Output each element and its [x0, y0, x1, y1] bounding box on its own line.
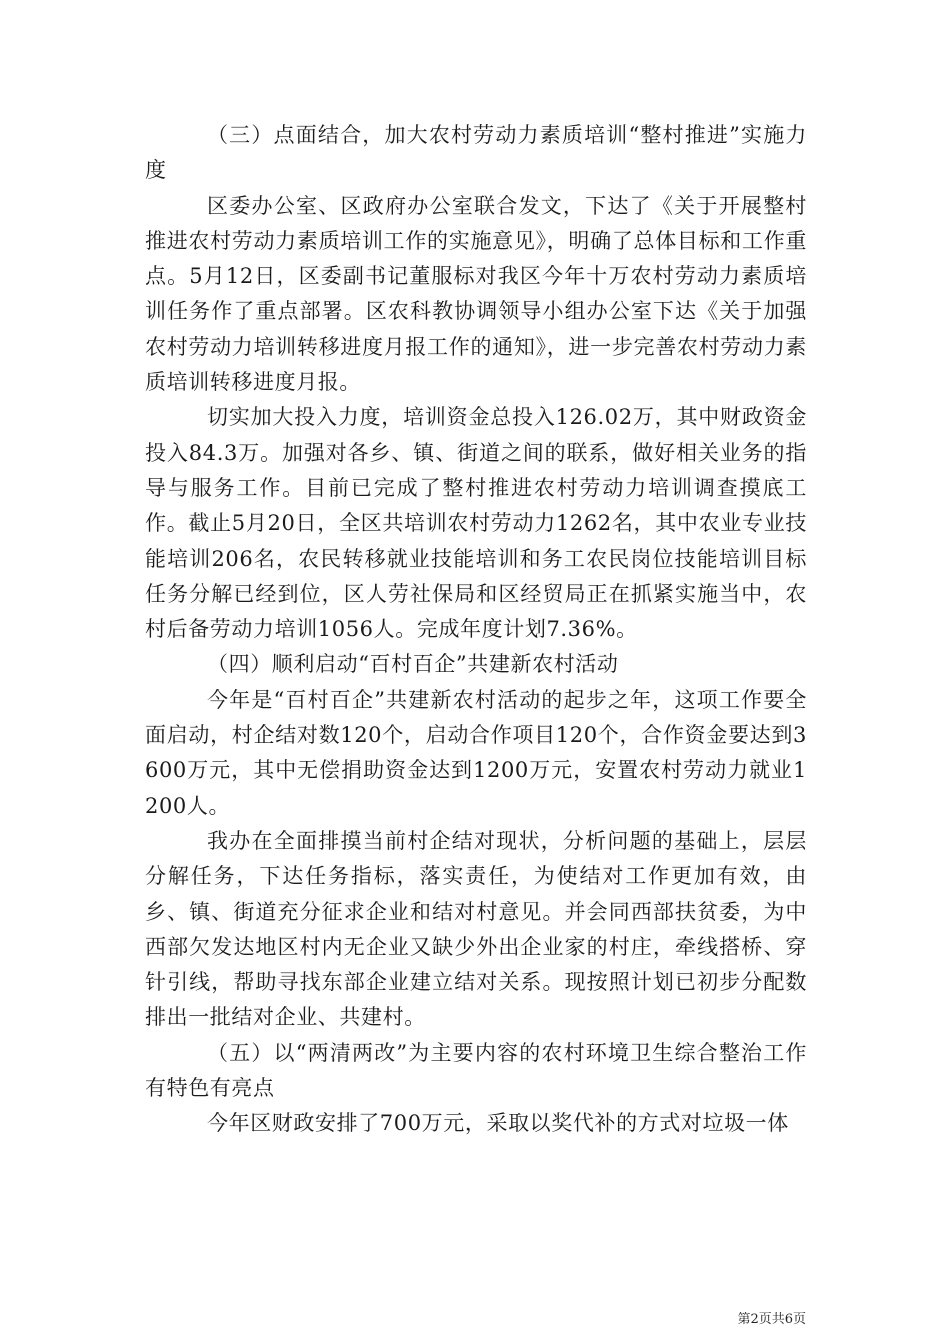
section-heading-4: （四）顺利启动“百村百企”共建新农村活动 [207, 652, 619, 677]
paragraph: 今年是“百村百企”共建新农村活动的起步之年，这项工作要全面启动，村企结对数120个，启动合作项目120个，合作资金要达到3600万元，其中无偿捐助资金达到1200万元，安置农村劳动力就业1200人。 [145, 687, 807, 818]
paragraph: 切实加大投入力度，培训资金总投入126.02万，其中财政资金投入84.3万。加强对各乡、镇、街道之间的联系，做好相关业务的指导与服务工作。目前已完成了整村推进农村劳动力培训调查摸底工作。截止5月20日，全区共培训农村劳动力1262名，其中农业专业技能培训206名，农民转移就业技能培训和务工农民岗位技能培训目标任务分解已经到位，区人劳社保局和区经贸局正在抓紧实施当中，农村后备劳动力培训1056人。完成年度计划7.36%。 [145, 405, 807, 642]
document-body [145, 118, 807, 1142]
section-heading-5: （五）以“两清两改”为主要内容的农村环境卫生综合整治工作有特色有亮点 [145, 1040, 807, 1101]
paragraph: 我办在全面排摸当前村企结对现状，分析问题的基础上，层层分解任务，下达任务指标，落实责任，为使结对工作更加有效，由乡、镇、街道充分征求企业和结对村意见。并会同西部扶贫委，为中西部欠发达地区村内无企业又缺少外出企业家的村庄，牵线搭桥、穿针引线，帮助寻找东部企业建立结对关系。现按照计划已初步分配数排出一批结对企业、共建村。 [145, 828, 807, 1030]
paragraph: 今年区财政安排了700万元，采取以奖代补的方式对垃圾一体 [207, 1111, 789, 1136]
page-indicator: 第2页共6页 [737, 1312, 806, 1327]
section-heading-3: （三）点面结合，加大农村劳动力素质培训“整村推进”实施力度 [145, 123, 807, 183]
paragraph: 区委办公室、区政府办公室联合发文，下达了《关于开展整村推进农村劳动力素质培训工作的实施意见》，明确了总体目标和工作重点。5月12日，区委副书记董服标对我区今年十万农村劳动力素质培训任务作了重点部署。区农科教协调领导小组办公室下达《关于加强农村劳动力培训转移进度月报工作的通知》，进一步完善农村劳动力素质培训转移进度月报。 [145, 193, 807, 395]
